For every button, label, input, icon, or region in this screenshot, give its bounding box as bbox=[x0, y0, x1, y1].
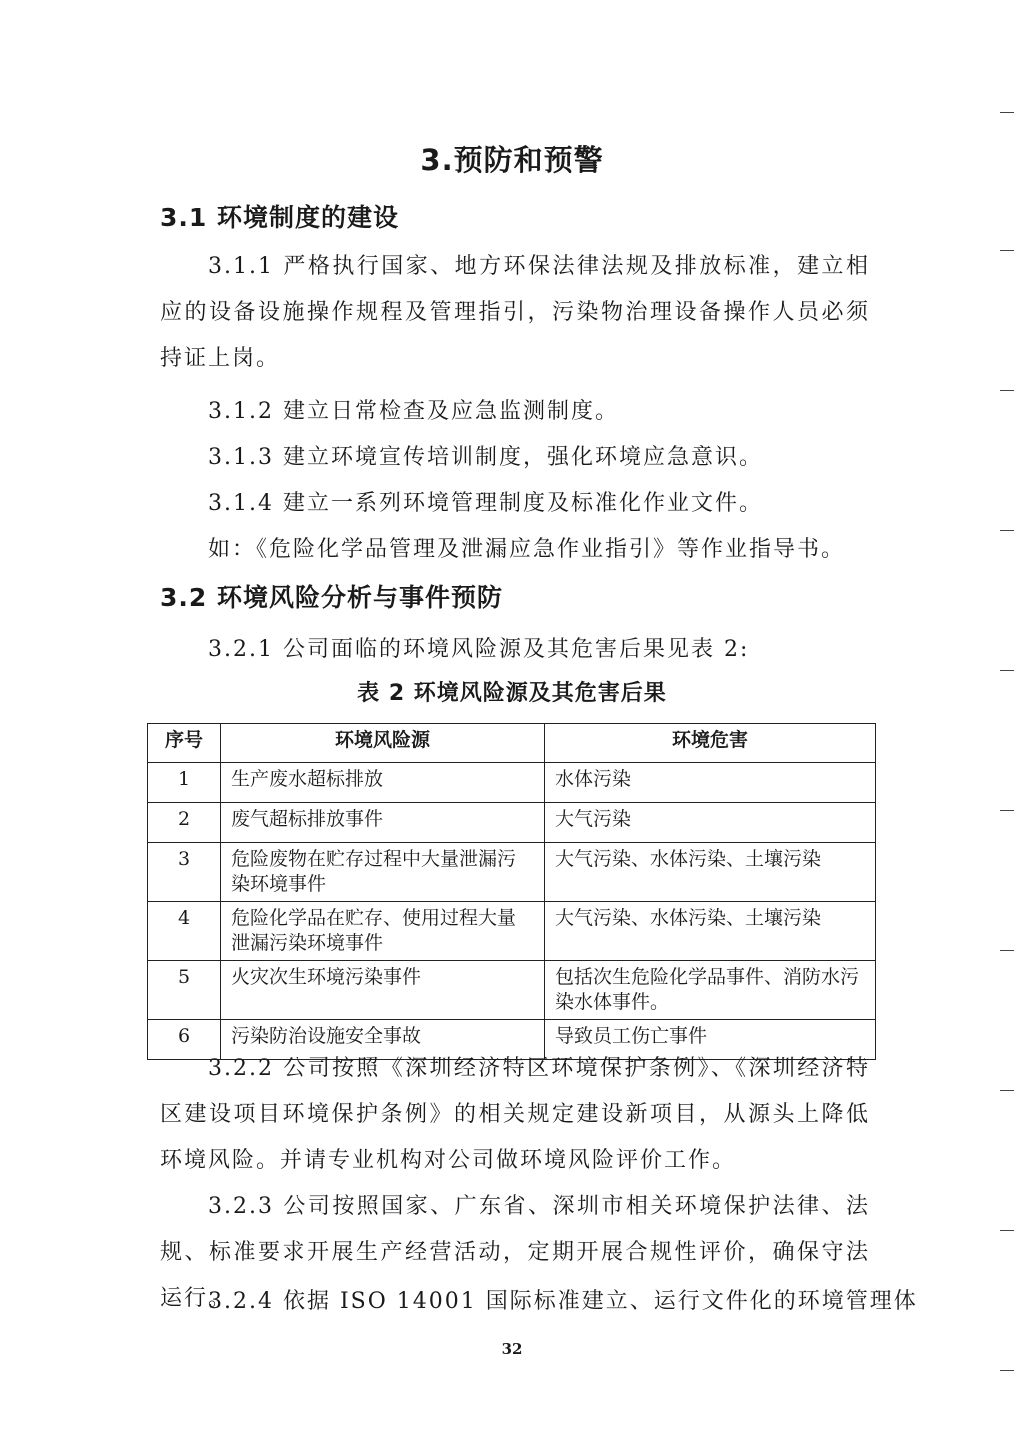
table-header-row bbox=[148, 724, 876, 763]
binding-mark bbox=[1000, 390, 1014, 391]
row-index: 6 bbox=[148, 1020, 221, 1060]
risk-table bbox=[147, 723, 876, 1060]
binding-mark bbox=[1000, 810, 1014, 811]
table-caption: 表 2 环境风险源及其危害后果 bbox=[357, 681, 667, 706]
row-index: 4 bbox=[148, 902, 221, 961]
paragraph-3-2-4: 3.2.4 依据 ISO 14001 国际标准建立、运行文件化的环境管理体 bbox=[208, 1289, 918, 1314]
binding-mark bbox=[1000, 670, 1014, 671]
header-index: 序号 bbox=[148, 724, 221, 763]
risk-source-cell: 生产废水超标排放 bbox=[221, 763, 545, 803]
binding-mark bbox=[1000, 1090, 1014, 1091]
hazard-cell: 水体污染 bbox=[545, 763, 876, 803]
binding-mark bbox=[1000, 950, 1014, 951]
header-risk-source: 环境风险源 bbox=[221, 724, 545, 763]
hazard-cell: 大气污染、水体污染、土壤污染 bbox=[545, 902, 876, 961]
risk-source-cell: 危险废物在贮存过程中大量泄漏污染环境事件 bbox=[221, 843, 545, 902]
page-number: 32 bbox=[501, 1340, 523, 1358]
paragraph-3-1-4: 3.1.4 建立一系列环境管理制度及标准化作业文件。 bbox=[208, 491, 763, 516]
hazard-cell: 导致员工伤亡事件 bbox=[545, 1020, 876, 1060]
paragraph-3-2-2: 3.2.2 公司按照《深圳经济特区环境保护条例》、《深圳经济特区建设项目环境保护条例》的相关规定建设新项目，从源头上降低环境风险。并请专业机构对公司做环境风险评价工作。 bbox=[160, 1056, 870, 1173]
section-heading-3-2: 3.2 环境风险分析与事件预防 bbox=[160, 583, 503, 612]
paragraph-example: 如：《危险化学品管理及泄漏应急作业指引》等作业指导书。 bbox=[208, 537, 846, 562]
binding-mark bbox=[1000, 530, 1014, 531]
binding-mark bbox=[1000, 112, 1014, 113]
hazard-cell: 大气污染、水体污染、土壤污染 bbox=[545, 843, 876, 902]
table-row bbox=[148, 843, 876, 902]
risk-source-cell: 废气超标排放事件 bbox=[221, 803, 545, 843]
paragraph-3-2-3: 3.2.3 公司按照国家、广东省、深圳市相关环境保护法律、法规、标准要求开展生产经营活动，定期开展合规性评价，确保守法运行。 bbox=[160, 1194, 870, 1311]
hazard-cell: 包括次生危险化学品事件、消防水污染水体事件。 bbox=[545, 961, 876, 1020]
table-row bbox=[148, 763, 876, 803]
row-index: 5 bbox=[148, 961, 221, 1020]
table-row bbox=[148, 803, 876, 843]
table-row bbox=[148, 902, 876, 961]
risk-source-cell: 火灾次生环境污染事件 bbox=[221, 961, 545, 1020]
paragraph-3-1-3: 3.1.3 建立环境宣传培训制度，强化环境应急意识。 bbox=[208, 445, 763, 470]
paragraph-3-1-2: 3.1.2 建立日常检查及应急监测制度。 bbox=[208, 399, 619, 424]
risk-source-cell: 危险化学品在贮存、使用过程大量泄漏污染环境事件 bbox=[221, 902, 545, 961]
binding-mark bbox=[1000, 1230, 1014, 1231]
table-row bbox=[148, 961, 876, 1020]
paragraph-3-1-1: 3.1.1 严格执行国家、地方环保法律法规及排放标准，建立相应的设备设施操作规程及管理指引，污染物治理设备操作人员必须持证上岗。 bbox=[160, 254, 870, 371]
row-index: 3 bbox=[148, 843, 221, 902]
row-index: 2 bbox=[148, 803, 221, 843]
paragraph-3-2-1: 3.2.1 公司面临的环境风险源及其危害后果见表 2: bbox=[208, 637, 750, 662]
chapter-title: 3.预防和预警 bbox=[420, 143, 604, 177]
risk-source-cell: 污染防治设施安全事故 bbox=[221, 1020, 545, 1060]
hazard-cell: 大气污染 bbox=[545, 803, 876, 843]
header-hazard: 环境危害 bbox=[545, 724, 876, 763]
row-index: 1 bbox=[148, 763, 221, 803]
binding-mark bbox=[1000, 1370, 1014, 1371]
binding-mark bbox=[1000, 250, 1014, 251]
section-heading-3-1: 3.1 环境制度的建设 bbox=[160, 203, 399, 232]
